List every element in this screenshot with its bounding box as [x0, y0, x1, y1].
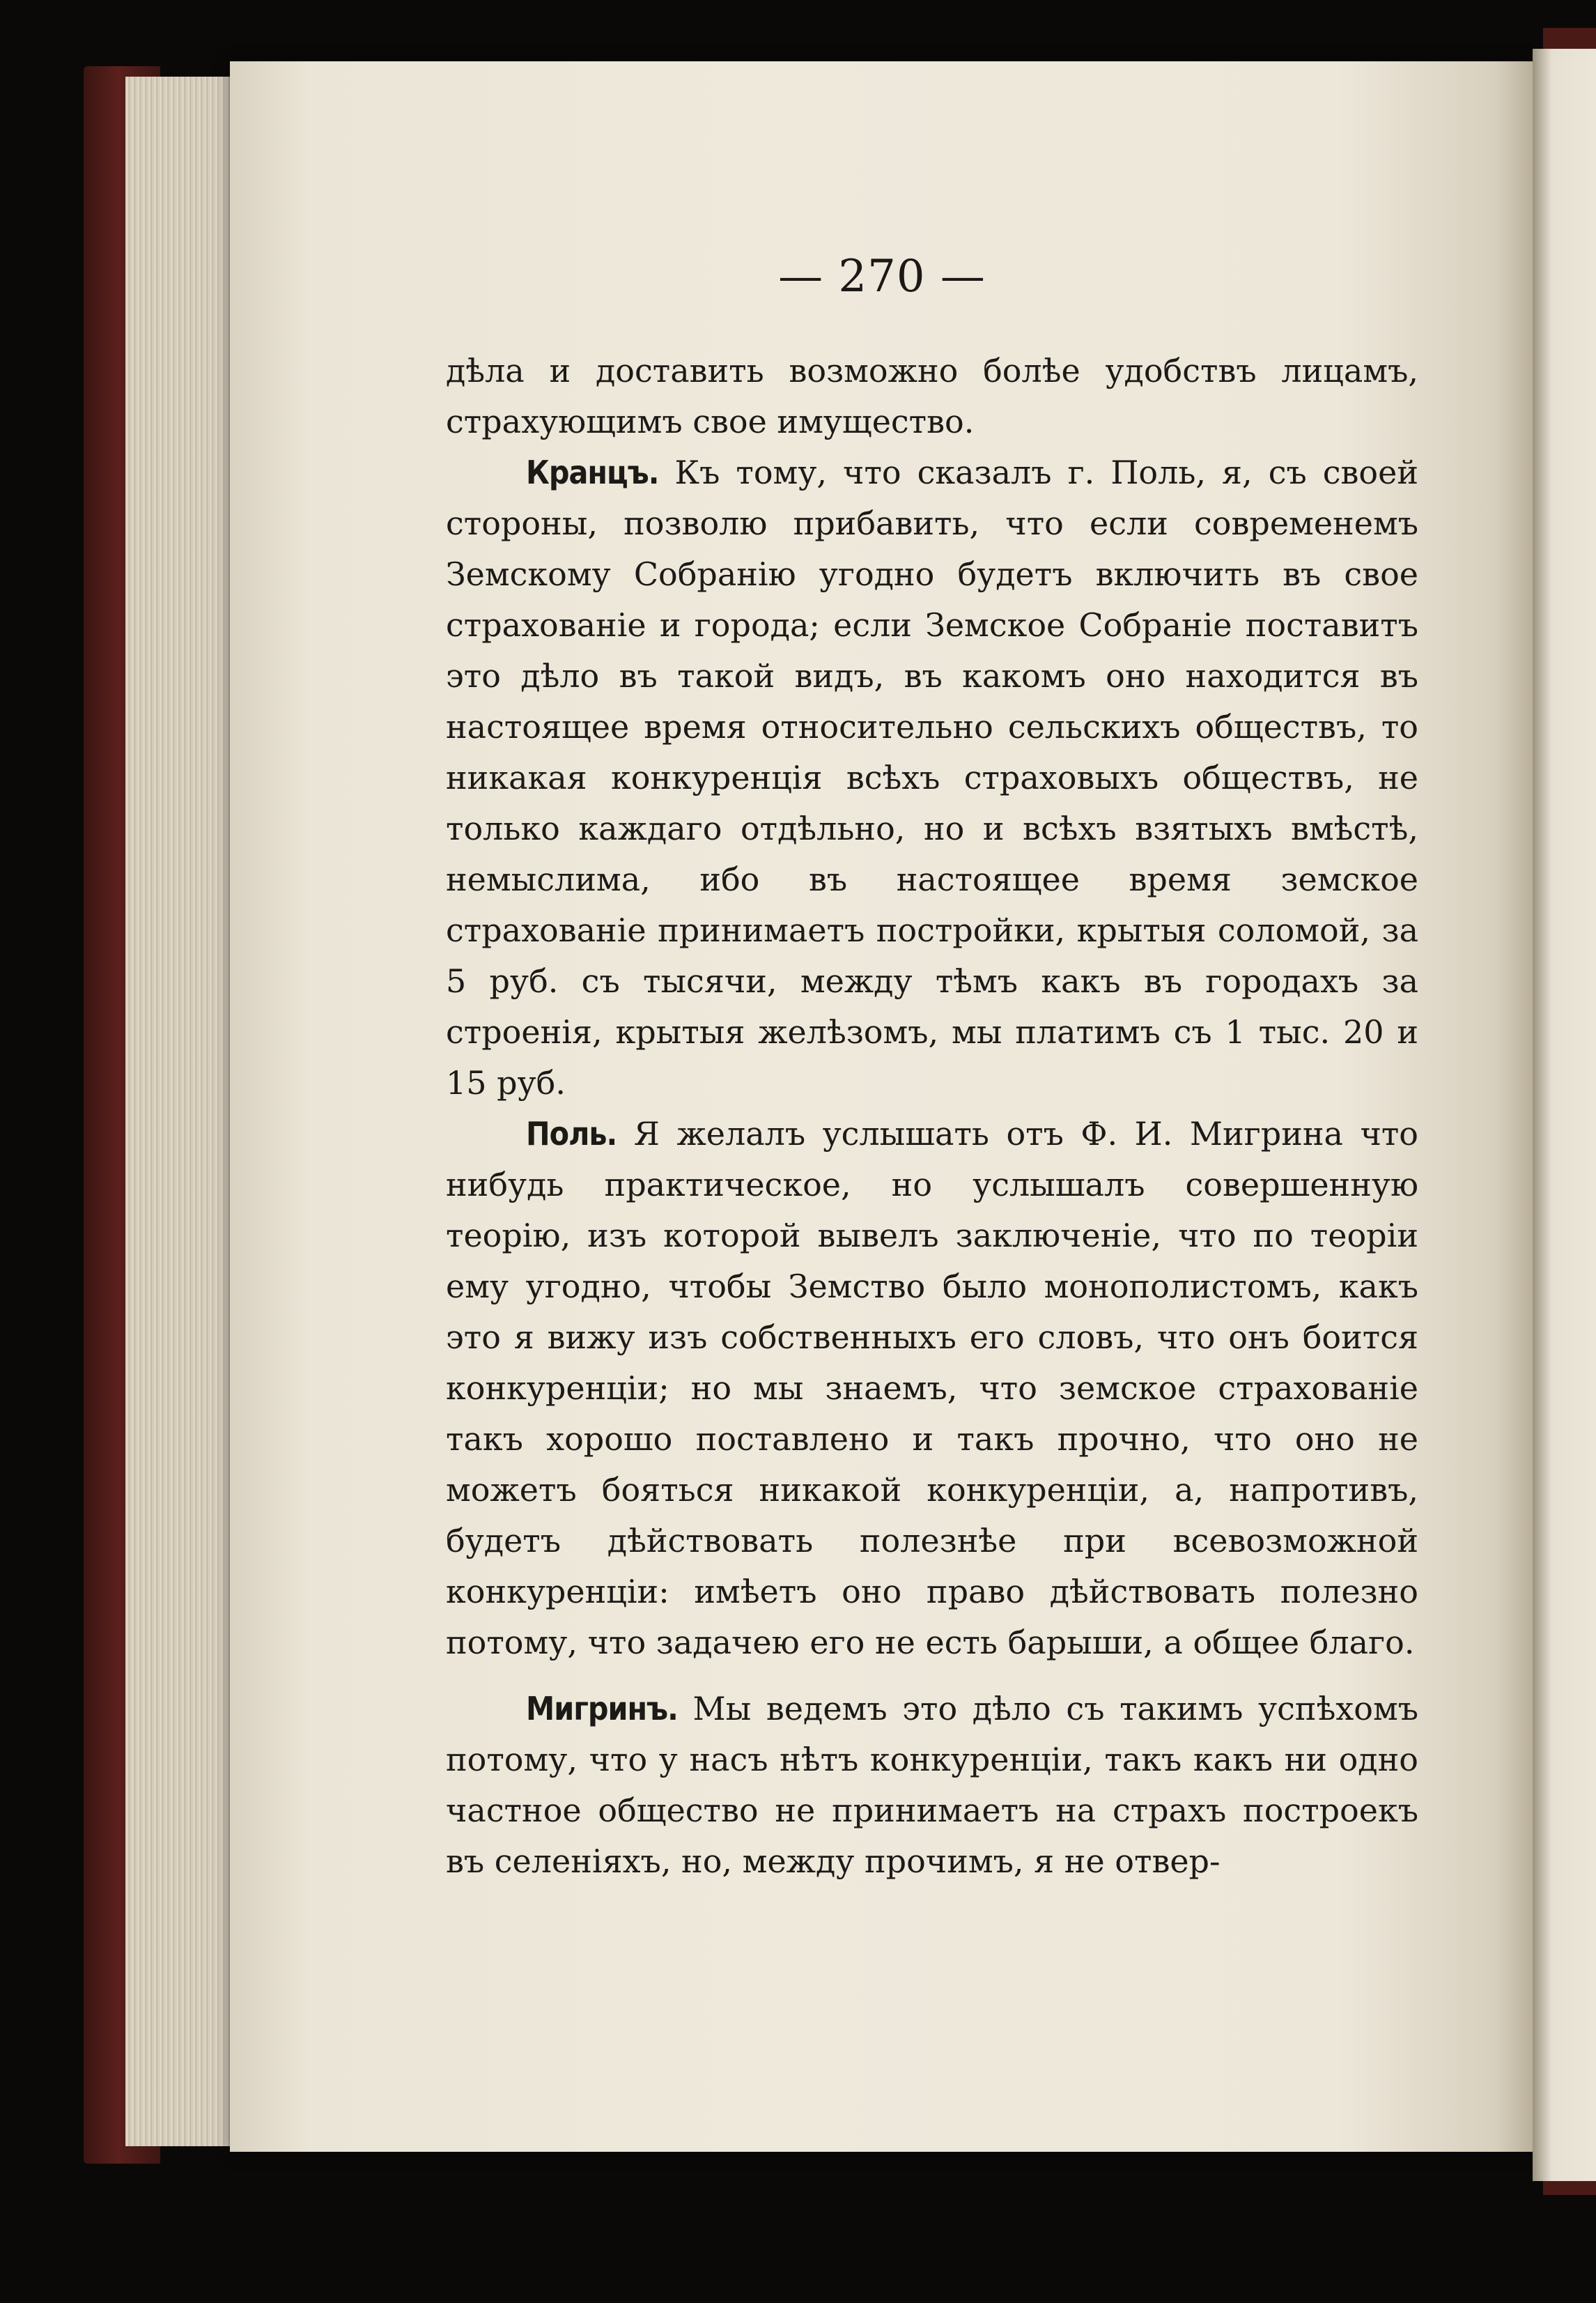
- speaker-name: Поль.: [526, 1115, 617, 1153]
- page-text: [446, 346, 1418, 1887]
- paragraph-text: дѣла и доставить возможно болѣе удобствъ лицамъ, страхующимъ свое имущество.: [446, 352, 1418, 440]
- speaker-name: Мигринъ.: [526, 1690, 678, 1727]
- facing-page-edge: [1533, 49, 1596, 2181]
- paragraph-text: Мы ведемъ это дѣло съ такимъ успѣхомъ потому, что у насъ нѣтъ конкуренціи, такъ какъ ни одно частное общество не принимаетъ на страхъ построекъ въ селеніяхъ, но, между прочимъ, я не отвер-: [446, 1690, 1418, 1880]
- paragraph-1: [446, 346, 1418, 447]
- page-number: — 270 —: [778, 251, 986, 302]
- paragraph-text: Къ тому, что сказалъ г. Поль, я, съ своей стороны, позволю прибавить, что если современемъ Земскому Собранію угодно будетъ включить въ свое страхованіе и города; если Земское Собраніе поставитъ это дѣло въ такой видъ, въ какомъ оно находится въ настоящее время относительно сельскихъ обществъ, то никакая конкуренція всѣхъ страховыхъ обществъ, не только каждаго отдѣльно, но и всѣхъ взятыхъ вмѣстѣ, немыслима, ибо въ настоящее время земское страхованіе принимаетъ постройки, крытыя соломой, за 5 руб. съ тысячи, между тѣмъ какъ въ городахъ за строенія, крытыя желѣзомъ, мы платимъ съ 1 тыс. 20 и 15 руб.: [446, 454, 1418, 1102]
- page-edges: [125, 77, 244, 2146]
- speaker-name: Кранцъ.: [526, 454, 659, 491]
- paragraph-text: Я желалъ услышать отъ Ф. И. Мигрина что нибудь практическое, но услышалъ совершенную теорію, изъ которой вывелъ заключеніе, что по теоріи ему угодно, чтобы Земство было монополистомъ, какъ это я вижу изъ собственныхъ его словъ, что онъ боится конкуренціи; но мы знаемъ, что земское страхованіе такъ хорошо поставлено и такъ прочно, что оно не можетъ бояться никакой конкуренціи, а, напротивъ, будетъ дѣйствовать полезнѣе при всевозможной конкуренціи: имѣетъ оно право дѣйствовать полезно потому, что задачею его не есть барыши, а общее благо.: [446, 1115, 1418, 1661]
- paragraph-3: [446, 1109, 1418, 1668]
- paragraph-4: [446, 1684, 1418, 1887]
- paragraph-2: [446, 447, 1418, 1109]
